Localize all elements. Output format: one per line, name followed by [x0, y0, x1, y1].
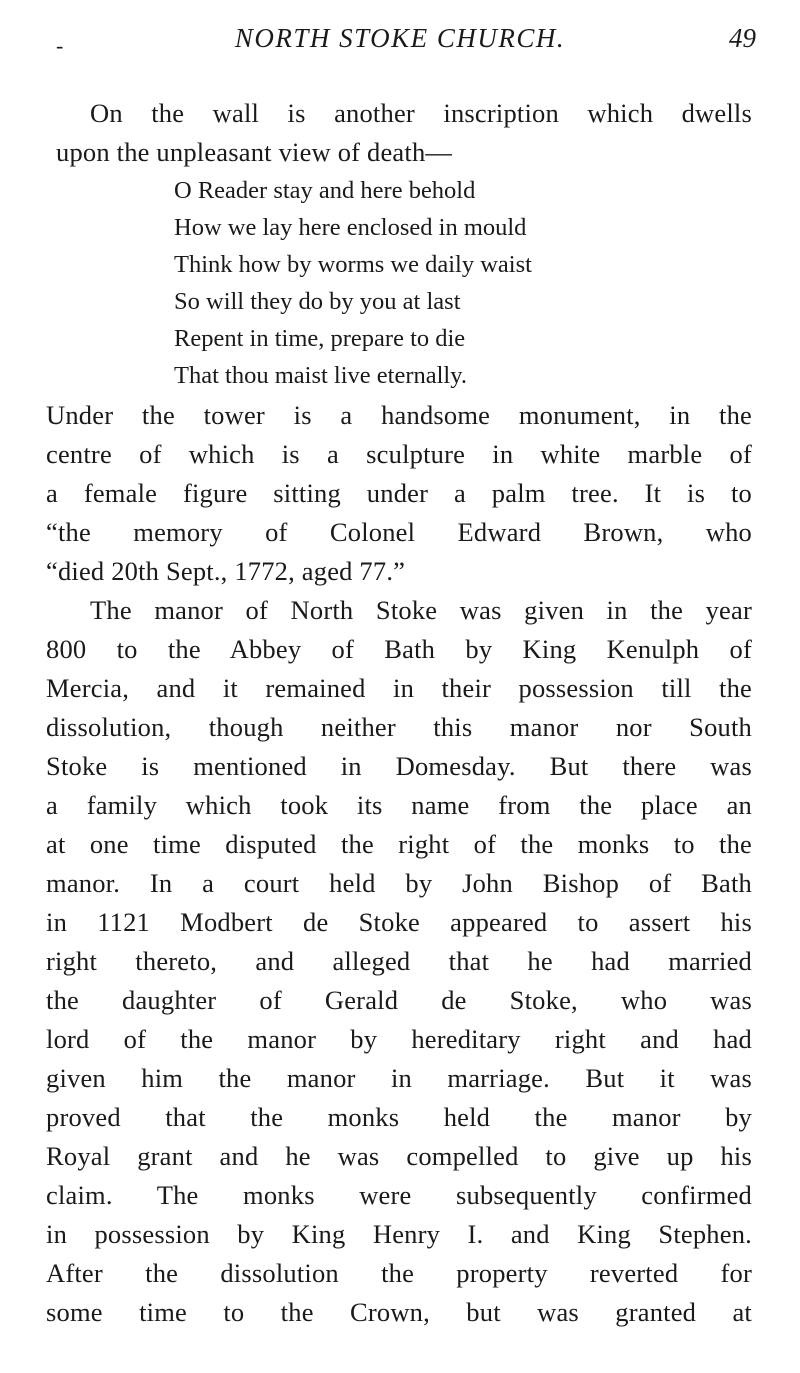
verse-line: Think how by worms we daily waist [174, 251, 532, 278]
text-line: manor. In a court held by John Bishop of Bath [46, 868, 752, 898]
text-line: After the dissolution the property reverted for [46, 1258, 752, 1288]
epitaph-verse [46, 172, 752, 394]
text-line: “the memory of Colonel Edward Brown, who [46, 517, 752, 547]
verse-line: So will they do by you at last [174, 288, 461, 315]
text-line: lord of the manor by hereditary right and had [46, 1024, 752, 1054]
text-line: dissolution, though neither this manor nor South [46, 712, 752, 742]
verse-line: That thou maist live eternally. [174, 362, 468, 389]
text-line: the daughter of Gerald de Stoke, who was [46, 985, 752, 1015]
monument-paragraph [46, 396, 752, 591]
verse-line: O Reader stay and here behold [174, 177, 476, 204]
running-head: NORTH STOKE CHURCH. [234, 23, 566, 53]
text-line: a family which took its name from the place an [46, 790, 752, 820]
text-line: some time to the Crown, but was granted at [46, 1297, 752, 1327]
text-line: Under the tower is a handsome monument, in the [46, 400, 752, 430]
text-line: “died 20th Sept., 1772, aged 77.” [46, 556, 406, 586]
page-header [44, 20, 756, 56]
verse-line: Repent in time, prepare to die [174, 325, 466, 352]
text-line: given him the manor in marriage. But it was [46, 1063, 752, 1093]
text-line: right thereto, and alleged that he had married [46, 946, 752, 976]
text-line: proved that the monks held the manor by [46, 1102, 752, 1132]
page-number: 49 [729, 23, 756, 53]
body-text [46, 94, 752, 1332]
intro-paragraph [46, 94, 752, 172]
text-line: The manor of North Stoke was given in the year [90, 595, 752, 625]
text-line: On the wall is another inscription which dwells [90, 98, 752, 128]
text-line: in possession by King Henry I. and King Stephen. [46, 1219, 752, 1249]
text-line: a female figure sitting under a palm tree. It is to [46, 478, 752, 508]
text-line: at one time disputed the right of the monks to the [46, 829, 752, 859]
text-line: upon the unpleasant view of death— [56, 137, 453, 167]
text-line: 800 to the Abbey of Bath by King Kenulph of [46, 634, 752, 664]
text-line: Stoke is mentioned in Domesday. But there was [46, 751, 752, 781]
header-mark: - [56, 33, 64, 58]
text-line: Mercia, and it remained in their possession till the [46, 673, 752, 703]
verse-line: How we lay here enclosed in mould [174, 214, 527, 241]
manor-paragraph [46, 591, 752, 1332]
text-line: claim. The monks were subsequently confirmed [46, 1180, 752, 1210]
text-line: in 1121 Modbert de Stoke appeared to assert his [46, 907, 752, 937]
text-line: Royal grant and he was compelled to give up his [46, 1141, 752, 1171]
text-line: centre of which is a sculpture in white marble of [46, 439, 752, 469]
